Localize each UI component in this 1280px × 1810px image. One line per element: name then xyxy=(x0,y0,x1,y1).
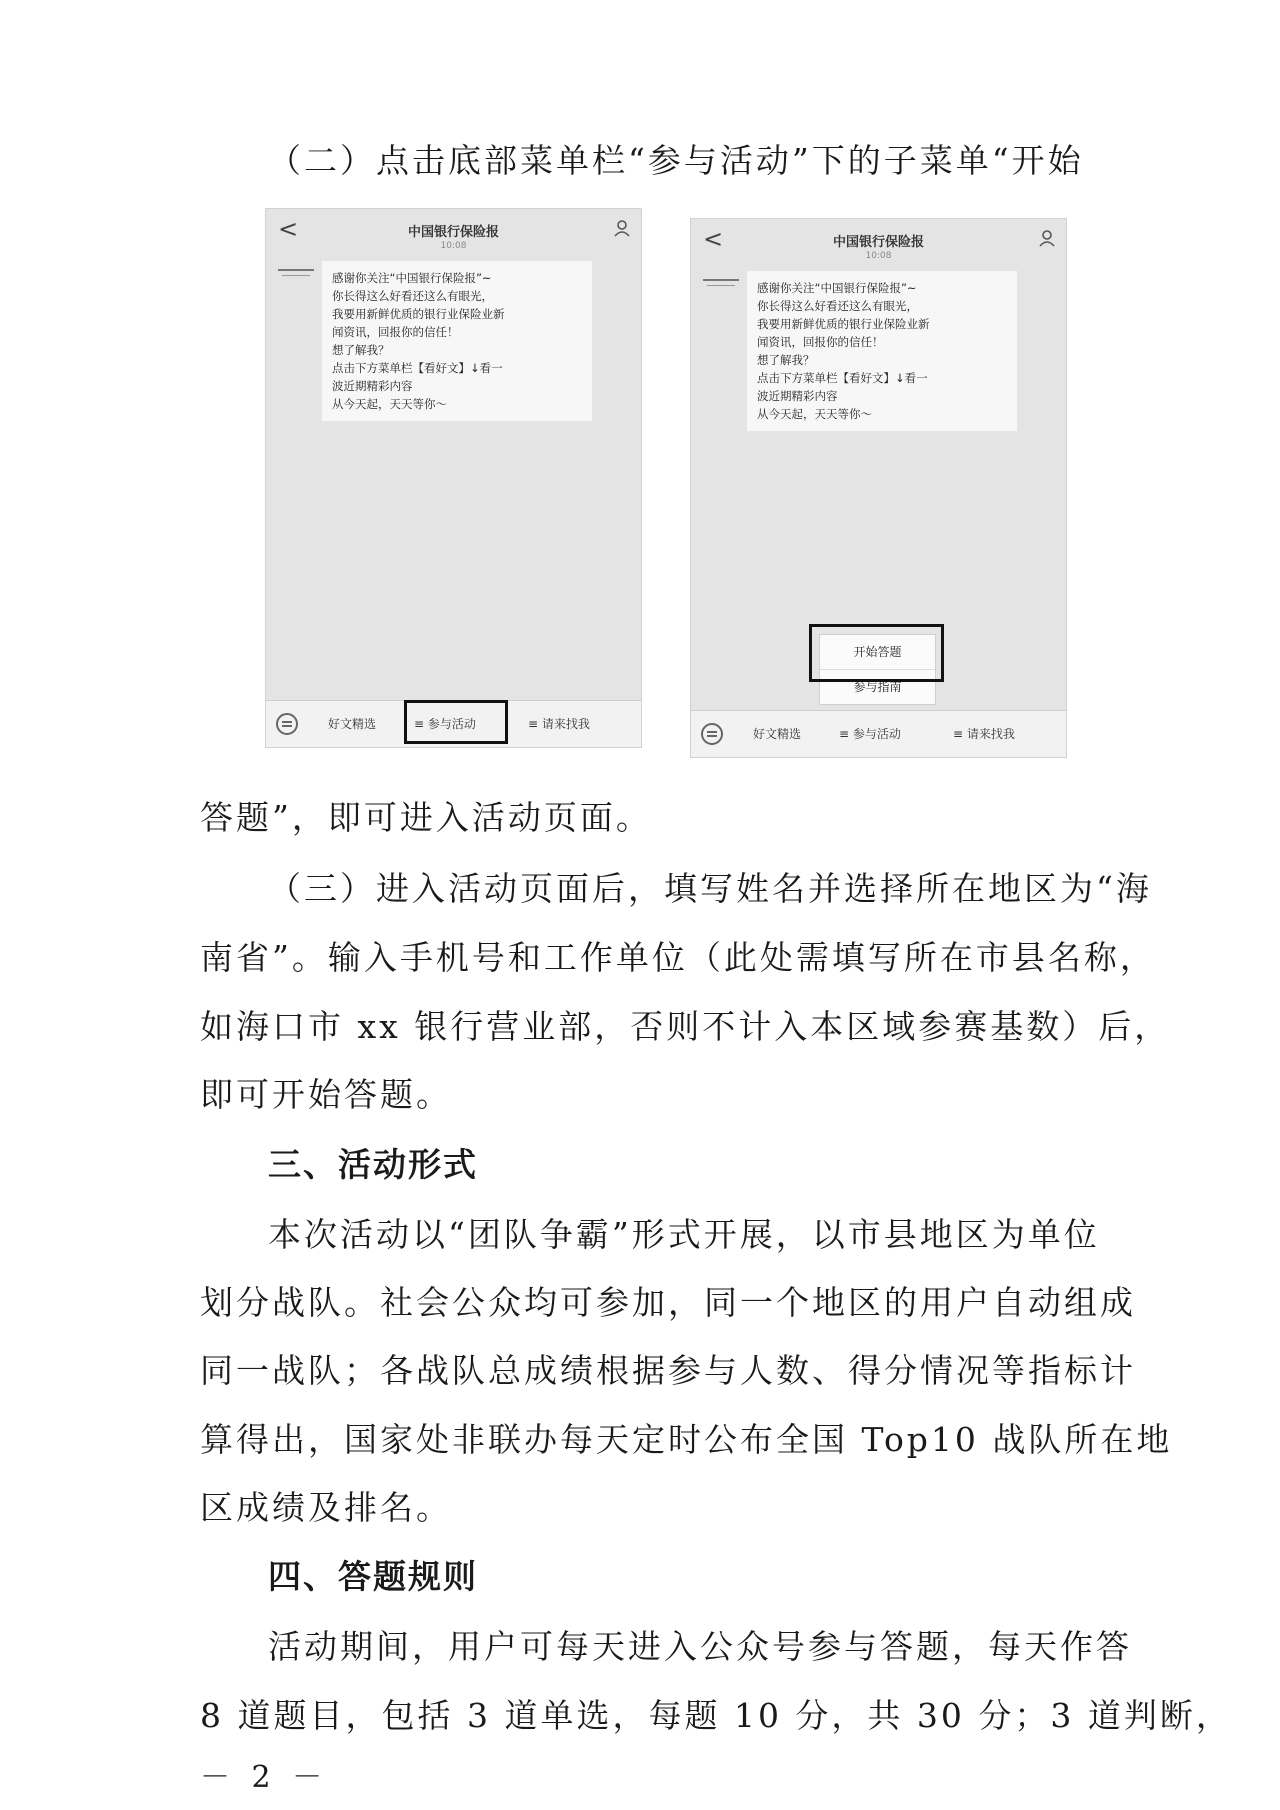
phone-header xyxy=(266,209,641,255)
paragraph-line: 活动期间，用户可每天进入公众号参与答题，每天作答 xyxy=(268,1627,1132,1666)
message-line: 波近期精彩内容 xyxy=(332,379,413,393)
paragraph-line: （三）进入活动页面后，填写姓名并选择所在地区为“海 xyxy=(268,869,1152,908)
message-line: 你长得这么好看还这么有眼光， xyxy=(757,299,918,313)
phone-header xyxy=(691,219,1066,265)
account-title: 中国银行保险报 xyxy=(832,235,924,250)
paragraph-line: 本次活动以“团队争霸”形式开展，以市县地区为单位 xyxy=(268,1215,1100,1254)
message-line: 感谢你关注“中国银行保险报”~ xyxy=(332,271,492,285)
paragraph-line: 划分战队。社会公众均可参加，同一个地区的用户自动组成 xyxy=(200,1283,1136,1322)
message-line: 闻资讯，回报你的信任！ xyxy=(332,325,459,339)
message-bubble xyxy=(322,261,592,421)
message-line: 想了解我？ xyxy=(757,353,815,367)
menu-item-good-articles[interactable]: 好文精选 xyxy=(328,717,377,731)
screenshot-left xyxy=(265,208,642,748)
bottom-menu-bar xyxy=(691,710,1066,757)
menu-item-join-activity[interactable]: ≡ 参与活动 xyxy=(414,717,476,731)
paragraph-line: 答题”，即可进入活动页面。 xyxy=(200,798,652,837)
account-title: 中国银行保险报 xyxy=(407,225,499,240)
paragraph-line: 算得出，国家处非联办每天定时公布全国 Top10 战队所在地 xyxy=(200,1420,1173,1459)
menu-item-find-me[interactable]: ≡ 请来找我 xyxy=(528,717,590,731)
avatar xyxy=(278,265,314,291)
page-number: － 2 － xyxy=(200,1760,329,1795)
section-heading: 四、答题规则 xyxy=(268,1557,478,1596)
keyboard-icon[interactable] xyxy=(276,713,298,735)
person-icon xyxy=(613,219,631,237)
message-line: 波近期精彩内容 xyxy=(757,389,838,403)
message-line: 我要用新鲜优质的银行业保险业新 xyxy=(757,317,930,331)
highlight-box xyxy=(404,700,508,744)
keyboard-icon[interactable] xyxy=(701,723,723,745)
message-line: 你长得这么好看还这么有眼光， xyxy=(332,289,493,303)
message-line: 感谢你关注“中国银行保险报”~ xyxy=(757,281,917,295)
menu-item-join-activity[interactable]: ≡ 参与活动 xyxy=(839,727,901,741)
highlight-box xyxy=(809,624,944,682)
message-line: 从今天起，天天等你～ xyxy=(332,397,447,411)
message-line: 点击下方菜单栏【看好文】↓看一 xyxy=(757,371,928,385)
paragraph-line: 如海口市 xx 银行营业部，否则不计入本区域参赛基数）后， xyxy=(200,1007,1171,1046)
paragraph-line: （二）点击底部菜单栏“参与活动”下的子菜单“开始 xyxy=(268,141,1084,180)
submenu-guide[interactable]: 参与指南 xyxy=(853,680,902,694)
person-icon xyxy=(1038,229,1056,247)
paragraph-line: 即可开始答题。 xyxy=(200,1075,452,1114)
menu-item-find-me[interactable]: ≡ 请来找我 xyxy=(953,727,1015,741)
message-bubble xyxy=(747,271,1017,431)
message-line: 闻资讯，回报你的信任！ xyxy=(757,335,884,349)
message-line: 想了解我？ xyxy=(332,343,390,357)
menu-item-good-articles[interactable]: 好文精选 xyxy=(753,727,802,741)
screenshot-right xyxy=(690,218,1067,758)
submenu-start-quiz[interactable]: 开始答题 xyxy=(820,635,935,670)
message-time: 10:08 xyxy=(440,241,467,251)
message-line: 从今天起，天天等你～ xyxy=(757,407,872,421)
message-line: 我要用新鲜优质的银行业保险业新 xyxy=(332,307,505,321)
back-arrow-icon: < xyxy=(278,215,299,243)
back-arrow-icon: < xyxy=(703,225,724,253)
paragraph-line: 同一战队；各战队总成绩根据参与人数、得分情况等指标计 xyxy=(200,1351,1136,1390)
paragraph-line: 区成绩及排名。 xyxy=(200,1488,452,1527)
paragraph-line: 8 道题目，包括 3 道单选，每题 10 分，共 30 分；3 道判断， xyxy=(200,1696,1232,1735)
avatar xyxy=(703,275,739,301)
message-line: 点击下方菜单栏【看好文】↓看一 xyxy=(332,361,503,375)
section-heading: 三、活动形式 xyxy=(268,1145,478,1184)
paragraph-line: 南省”。输入手机号和工作单位（此处需填写所在市县名称， xyxy=(200,938,1156,977)
message-time: 10:08 xyxy=(865,251,892,261)
